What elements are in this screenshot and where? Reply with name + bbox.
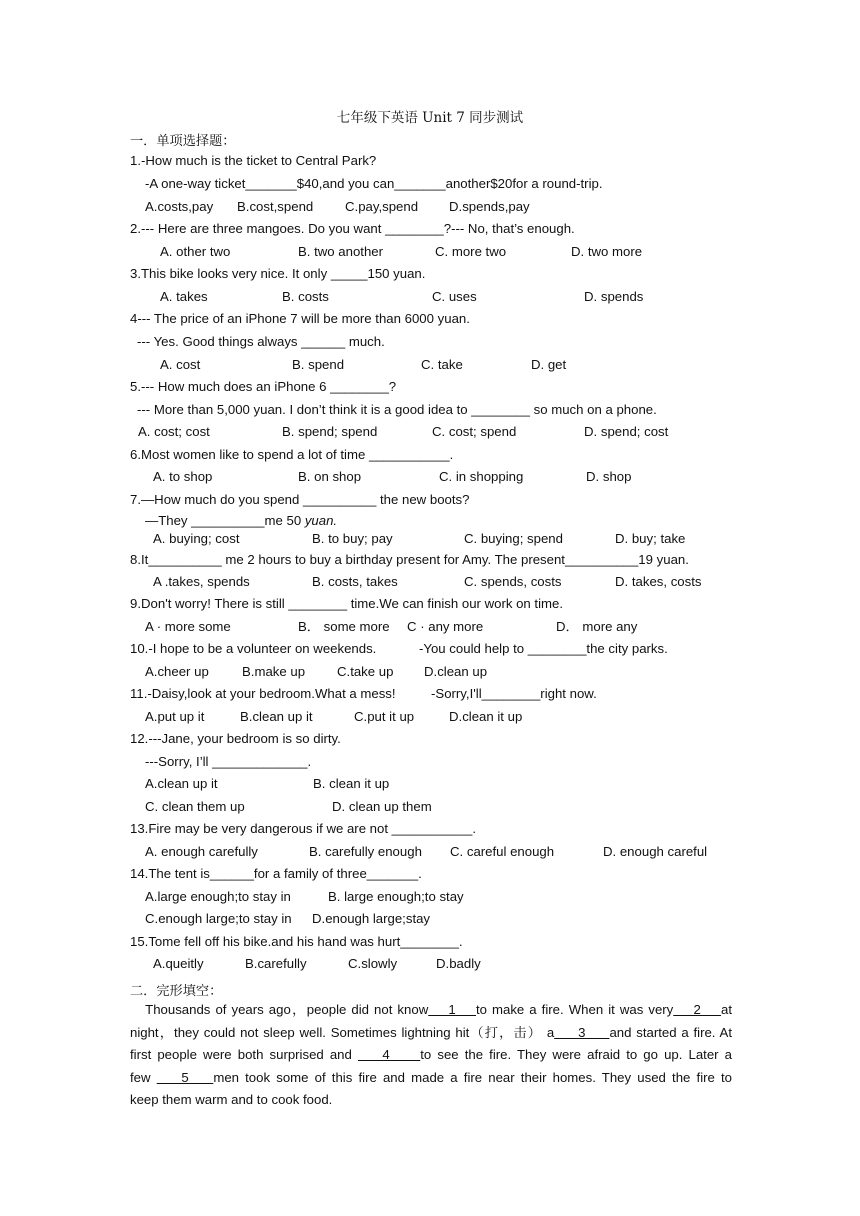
- answer-option: B.make up: [242, 664, 306, 679]
- question-stem: 9.Don't worry! There is still ________ time.We can finish our work on time.: [130, 596, 564, 611]
- question-stem: 7.—How much do you spend __________ the new boots?: [130, 492, 470, 507]
- answer-option: A. cost: [160, 357, 201, 372]
- answer-option: D. clean up them: [332, 799, 432, 814]
- question-text: [130, 492, 469, 508]
- answer-option: A. to shop: [153, 469, 213, 484]
- answer-option: A .takes, spends: [153, 574, 250, 589]
- question-stem: 1.-How much is the ticket to Central Park?: [130, 153, 377, 168]
- question-text: [145, 754, 311, 770]
- answer-option: A. other two: [160, 244, 231, 259]
- answer-option: C. take: [421, 357, 463, 372]
- answer-option: C.pay,spend: [345, 199, 419, 214]
- answer-option: C. cost; spend: [432, 424, 517, 439]
- answer-option: B.clean up it: [240, 709, 313, 724]
- passage-line: few 5 men took some of this fire and made a fire near their homes. They used the fire to: [130, 1069, 733, 1085]
- answer-option: D. two more: [571, 244, 643, 259]
- question-stem: 10.-I hope to be a volunteer on weekends.: [130, 641, 377, 656]
- cloze-blank-5: 5: [156, 1069, 214, 1085]
- answer-option: C.enough large;to stay in: [145, 911, 292, 926]
- question-stem: 6.Most women like to spend a lot of time ___________.: [130, 447, 454, 462]
- question-text: [130, 221, 575, 237]
- answer-option: C.slowly: [348, 956, 398, 971]
- question-stem: ---Sorry, I’ll _____________.: [145, 754, 312, 769]
- passage-line: keep them warm and to cook food.: [130, 1092, 333, 1107]
- answer-option: A.cheer up: [145, 664, 209, 679]
- question-stem: --- Yes. Good things always ______ much.: [137, 334, 385, 349]
- answer-option: C. spends, costs: [464, 574, 562, 589]
- question-text: [130, 934, 463, 950]
- answer-option: A.costs,pay: [145, 199, 214, 214]
- passage-line: Thousands of years ago，people did not know 1 to make a fire. When it was very 2 at: [145, 1002, 732, 1017]
- answer-option: D.badly: [436, 956, 481, 971]
- answer-option: B.carefully: [245, 956, 307, 971]
- question-text: [145, 176, 603, 192]
- cloze-blank-4: 4: [357, 1047, 421, 1062]
- answer-option: D. takes, costs: [615, 574, 702, 589]
- answer-option: A. enough carefully: [145, 844, 258, 859]
- answer-option: C. buying; spend: [464, 531, 563, 546]
- answer-option: B. costs: [282, 289, 329, 304]
- question-text: [130, 311, 470, 327]
- cloze-blank-3: 3: [554, 1024, 610, 1040]
- answer-option: C · any more: [407, 619, 484, 634]
- question-text: [130, 866, 422, 882]
- question-stem: 2.--- Here are three mangoes. Do you want ________?--- No, that’s enough.: [130, 221, 575, 236]
- question-stem: --- More than 5,000 yuan. I don’t think it is a good idea to ________ so much on a phone.: [137, 402, 657, 417]
- answer-option: C. more two: [435, 244, 507, 259]
- answer-option: B． some more: [298, 619, 390, 634]
- answer-option: D. buy; take: [615, 531, 686, 546]
- question-stem: 11.-Daisy,look at your bedroom.What a mess!: [130, 686, 396, 701]
- question-text: [137, 334, 385, 350]
- answer-option: B. costs, takes: [312, 574, 398, 589]
- answer-option: A.large enough;to stay in: [145, 889, 291, 904]
- answer-option: C.put it up: [354, 709, 415, 724]
- cloze-passage: [130, 999, 732, 1112]
- cloze-blank-2: 2: [673, 1002, 721, 1017]
- question-text: [130, 153, 376, 169]
- answer-option: B. large enough;to stay: [328, 889, 464, 904]
- answer-option: B. on shop: [298, 469, 362, 484]
- answer-option: B. spend; spend: [282, 424, 378, 439]
- question-stem: 12.---Jane, your bedroom is so dirty.: [130, 731, 341, 746]
- answer-option: A. takes: [160, 289, 208, 304]
- answer-option: C. in shopping: [439, 469, 524, 484]
- answer-option: D. get: [531, 357, 567, 372]
- question-stem: 4--- The price of an iPhone 7 will be more than 6000 yuan.: [130, 311, 470, 326]
- question-stem: 3.This bike looks very nice. It only _____150 yuan.: [130, 266, 426, 281]
- answer-option: A.queitly: [153, 956, 204, 971]
- question-text: [130, 641, 376, 657]
- answer-option: D. enough careful: [603, 844, 708, 859]
- page-title: 七年级下英语 Unit 7 同步测试: [336, 110, 524, 126]
- question-text: [130, 686, 396, 702]
- answer-option: B. clean it up: [313, 776, 390, 791]
- question-text: [130, 379, 396, 395]
- question-text: [130, 731, 341, 747]
- question-text: [130, 596, 563, 612]
- answer-option: B. spend: [292, 357, 345, 372]
- question-text: [130, 447, 453, 463]
- question-text: [145, 513, 337, 529]
- answer-option: C.take up: [337, 664, 394, 679]
- question-reply: -Sorry,I'll________right now.: [431, 686, 597, 701]
- section-heading-cloze: 二．完形填空：: [130, 984, 223, 999]
- question-stem: 8.It__________ me 2 hours to buy a birthday present for Amy. The present__________19 yuan.: [130, 552, 689, 567]
- question-text: [130, 821, 476, 837]
- question-stem: 14.The tent is______for a family of three_______.: [130, 866, 422, 881]
- passage-line: night，they could not sleep well. Sometimes lightning hit（打，击） a 3 and started a fire. At: [130, 1024, 732, 1040]
- answer-option: D. spends: [584, 289, 644, 304]
- answer-option: C. clean them up: [145, 799, 245, 814]
- question-text: [130, 552, 689, 568]
- answer-option: B. two another: [298, 244, 384, 259]
- answer-option: B. to buy; pay: [312, 531, 393, 546]
- question-text: [137, 402, 657, 418]
- answer-option: D.enough large;stay: [312, 911, 431, 926]
- answer-option: D.clean up: [424, 664, 488, 679]
- answer-option: D.clean it up: [449, 709, 523, 724]
- section-heading-multiple-choice: 一．单项选择题：: [130, 134, 236, 149]
- question-text: [130, 266, 425, 282]
- answer-option: D.spends,pay: [449, 199, 530, 214]
- answer-option: D. shop: [586, 469, 632, 484]
- cloze-blank-1: 1: [428, 1002, 476, 1017]
- answer-option: A · more some: [145, 619, 231, 634]
- answer-option: A.clean up it: [145, 776, 218, 791]
- question-reply: -You could help to ________the city parks.: [419, 641, 668, 656]
- question-stem: 5.--- How much does an iPhone 6 ________?: [130, 379, 397, 394]
- answer-option: A. buying; cost: [153, 531, 240, 546]
- question-stem: —They __________me 50: [145, 513, 305, 528]
- question-stem: -A one-way ticket_______$40,and you can_______another$20for a round-trip.: [145, 176, 603, 191]
- answer-option: B. carefully enough: [309, 844, 422, 859]
- question-stem: 13.Fire may be very dangerous if we are not ___________.: [130, 821, 477, 836]
- passage-line: first people were both surprised and 4 to see the fire. They were afraid to go up. Later a: [130, 1047, 733, 1062]
- answer-option: C. uses: [432, 289, 477, 304]
- answer-option: D. spend; cost: [584, 424, 669, 439]
- answer-option: A. cost; cost: [138, 424, 210, 439]
- answer-option: B.cost,spend: [237, 199, 314, 214]
- answer-option: D． more any: [556, 619, 638, 634]
- answer-option: C. careful enough: [450, 844, 555, 859]
- answer-option: A.put up it: [145, 709, 205, 724]
- question-stem: 15.Tome fell off his bike.and his hand was hurt________.: [130, 934, 463, 949]
- italic-word: yuan.: [304, 513, 338, 528]
